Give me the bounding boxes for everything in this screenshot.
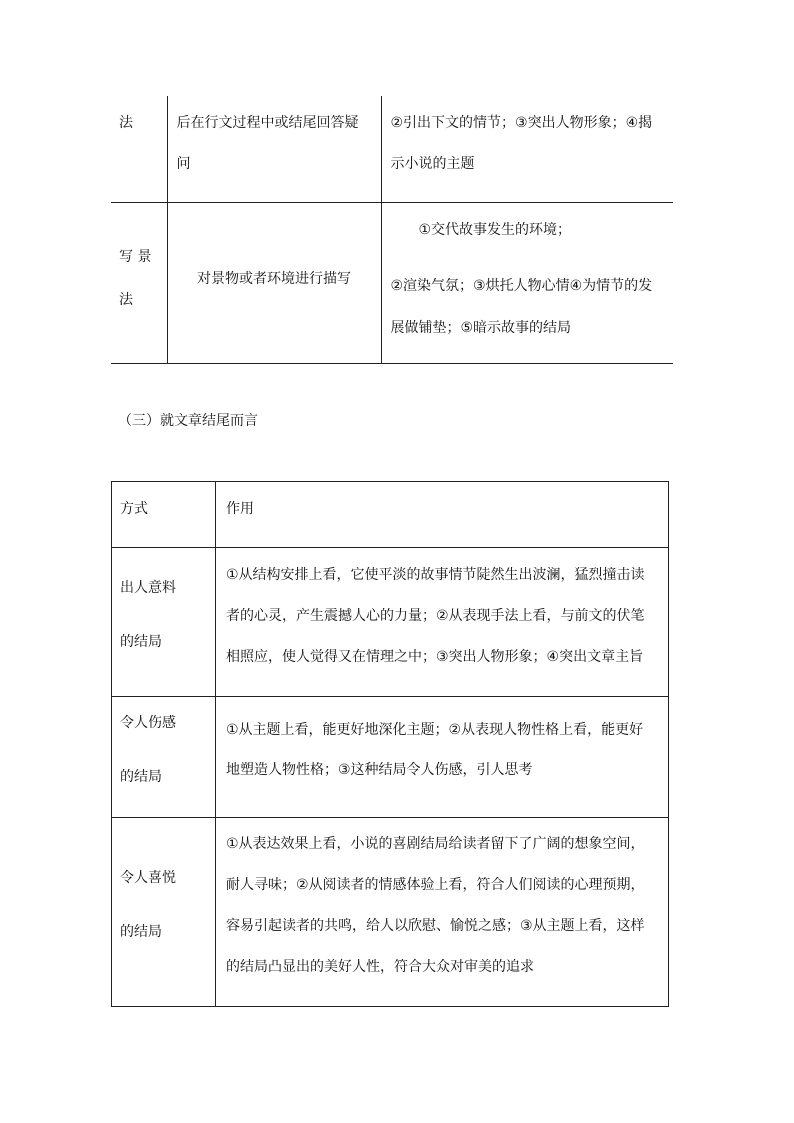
ending-type-cell (112, 818, 216, 1007)
technique-name-cell (111, 203, 167, 364)
ending-effect-line: 者的心灵，产生震撼人心的力量；②从表现手法上看，与前文的伏笔 (226, 608, 645, 624)
table-row (111, 203, 673, 364)
ending-effect-line: ①从主题上看，能更好地深化主题；②从表现人物性格上看，能更好 (226, 722, 644, 738)
ending-effect-line: 的结局凸显出的美好人性，符合大众对审美的追求 (226, 959, 534, 975)
technique-name-line: 法 (119, 292, 133, 308)
ending-effect-line: ①从表达效果上看，小说的喜剧结局给读者留下了广阔的想象空间， (226, 836, 645, 852)
ending-type-line: 的结局 (120, 634, 162, 650)
table-row (112, 548, 669, 697)
ending-effect-line: 耐人寻味；②从阅读者的情感体验上看，符合人们阅读的心理预期， (226, 877, 645, 893)
ending-effect-line: 地塑造人物性格；③这种结局令人伤感，引人思考 (226, 762, 533, 778)
ending-type-line: 的结局 (120, 769, 162, 785)
technique-desc-line: 对景物或者环境进行描写 (197, 271, 351, 287)
technique-name-line: 法 (119, 115, 133, 131)
technique-desc-cell (167, 96, 381, 203)
technique-name-line: 写 景 (119, 249, 152, 265)
ending-effect-line: 容易引起读者的共鸣，给人以欣慰、愉悦之感；③从主题上看，这样 (226, 918, 645, 934)
technique-desc-line: 后在行文过程中或结尾回答疑 (176, 115, 359, 131)
section-heading: （三）就文章结尾而言 (118, 413, 258, 429)
ending-effect-cell (216, 548, 669, 697)
technique-effect-cell (381, 96, 673, 203)
ending-effect-line: ①从结构安排上看，它使平淡的故事情节陡然生出波澜，猛烈撞击读 (226, 567, 645, 583)
column-header: 方式 (120, 501, 148, 517)
technique-desc-cell (167, 203, 381, 364)
ending-effect-line: 相照应，使人觉得又在情理之中；③突出人物形象；④突出文章主旨 (226, 649, 644, 665)
technique-desc-line: 问 (176, 156, 191, 172)
technique-effect-line: 展做铺垫；⑤暗示故事的结局 (390, 320, 572, 336)
ending-type-cell (112, 697, 216, 818)
ending-type-line: 出人意料 (120, 580, 176, 596)
technique-effect-line: 示小说的主题 (390, 156, 475, 172)
endings-table (111, 481, 669, 1007)
table-row (111, 96, 673, 203)
ending-type-cell (112, 548, 216, 697)
technique-effect-cell (381, 203, 673, 364)
ending-type-line: 令人喜悦 (120, 870, 176, 886)
table-row (112, 697, 669, 818)
technique-effect-line: ②引出下文的情节；③突出人物形象；④揭 (390, 115, 653, 131)
ending-effect-cell (216, 818, 669, 1007)
ending-effect-cell (216, 697, 669, 818)
column-header: 作用 (226, 501, 254, 517)
header-cell-effect (216, 482, 669, 548)
techniques-table-continued (111, 96, 673, 364)
header-cell-method (112, 482, 216, 548)
table-header-row (112, 482, 669, 548)
ending-type-line: 令人伤感 (120, 715, 176, 731)
technique-name-cell (111, 96, 167, 203)
ending-type-line: 的结局 (120, 924, 162, 940)
table-row (112, 818, 669, 1007)
technique-effect-line: ②渲染气氛；③烘托人物心情④为情节的发 (390, 278, 653, 294)
technique-effect-line: ①交代故事发生的环境； (418, 222, 572, 238)
